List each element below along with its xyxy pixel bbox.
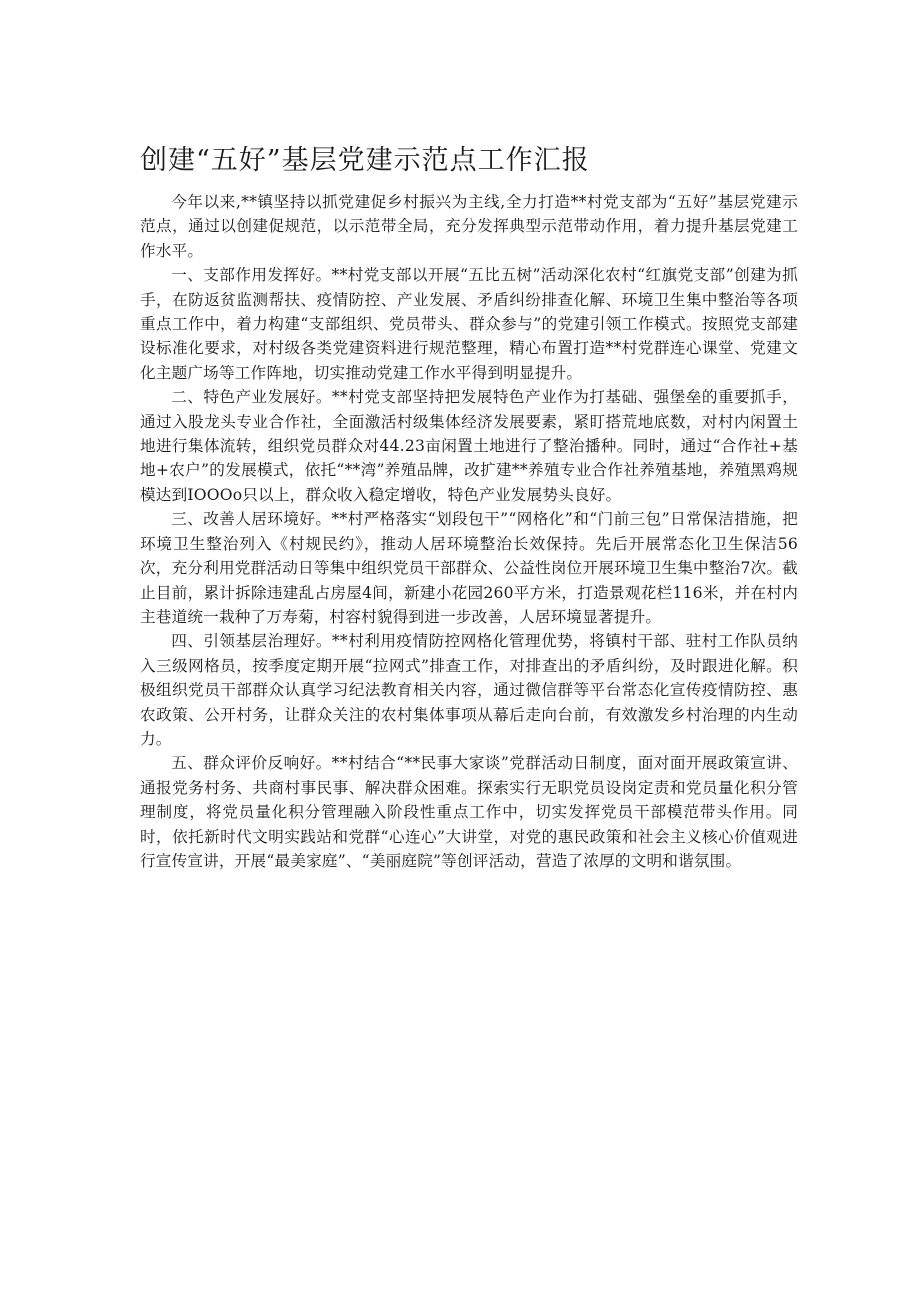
document-title: 创建“五好”基层党建示范点工作汇报 (140, 145, 590, 176)
section-1-paragraph: 一、支部作用发挥好。**村党支部以开展“五比五树”活动深化农村“红旗党支部”创建为抓手，在防返贫监测帮扶、疫情防控、产业发展、矛盾纠纷排查化解、环境卫生集中整治等各项重点工作中，着力构建“支部组织、党员带头、群众参与”的党建引领工作模式。按照党支部建设标准化要求，对村级各类党建资料进行规范整理，精心布置打造**村党群连心课堂、党建文化主题广场等工作阵地，切实推动党建工作水平得到明显提升。 (140, 266, 798, 382)
section-3-paragraph: 三、改善人居环境好。**村严格落实“划段包干”“网格化”和“门前三包”日常保洁措施，把环境卫生整治列入《村规民约》，推动人居环境整治长效保持。先后开展常态化卫生保洁56次，充分利用党群活动日等集中组织党员干部群众、公益性岗位开展环境卫生集中整治7次。截止目前，累计拆除违建乱占房屋4间，新建小花园260平方米，打造景观花栏116米，并在村内主巷道统一栽种了万寿菊，村容村貌得到进一步改善，人居环境显著提升。 (140, 510, 798, 626)
section-2-paragraph: 二、特色产业发展好。**村党支部坚持把发展特色产业作为打基础、强堡垒的重要抓手，通过入股龙头专业合作社，全面激活村级集体经济发展要素，紧盯搭荒地底数，对村内闲置土地进行集体流转，组织党员群众对44.23亩闲置土地进行了整治播种。同时，通过“合作社+基地+农户”的发展模式，依托“**湾”养殖品牌，改扩建**养殖专业合作社养殖基地，养殖黑鸡规模达到IOOOo只以上，群众收入稳定增收，特色产业发展势头良好。 (140, 388, 798, 504)
intro-paragraph: 今年以来,**镇坚持以抓党建促乡村振兴为主线,全力打造**村党支部为“五好”基层党建示范点，通过以创建促规范，以示范带全局，充分发挥典型示范带动作用，着力提升基层党建工作水平。 (140, 193, 798, 260)
section-5-paragraph: 五、群众评价反响好。**村结合“**民事大家谈”党群活动日制度，面对面开展政策宣讲、通报党务村务、共商村事民事、解决群众困难。探索实行无职党员设岗定责和党员量化积分管理制度，将党员量化积分管理融入阶段性重点工作中，切实发挥党员干部模范带头作用。同时，依托新时代文明实践站和党群“心连心”大讲堂，对党的惠民政策和社会主义核心价值观进行宣传宣讲，开展“最美家庭”、“美丽庭院”等创评活动，营造了浓厚的文明和谐氛围。 (140, 754, 798, 870)
document-page (140, 138, 798, 873)
section-4-paragraph: 四、引领基层治理好。**村利用疫情防控网格化管理优势，将镇村干部、驻村工作队员纳入三级网格员，按季度定期开展“拉网式”排查工作，对排查出的矛盾纠纷，及时跟进化解。积极组织党员干部群众认真学习纪法教育相关内容，通过微信群等平台常态化宣传疫情防控、惠农政策、公开村务，让群众关注的农村集体事项从幕后走向台前，有效激发乡村治理的内生动力。 (140, 632, 798, 748)
